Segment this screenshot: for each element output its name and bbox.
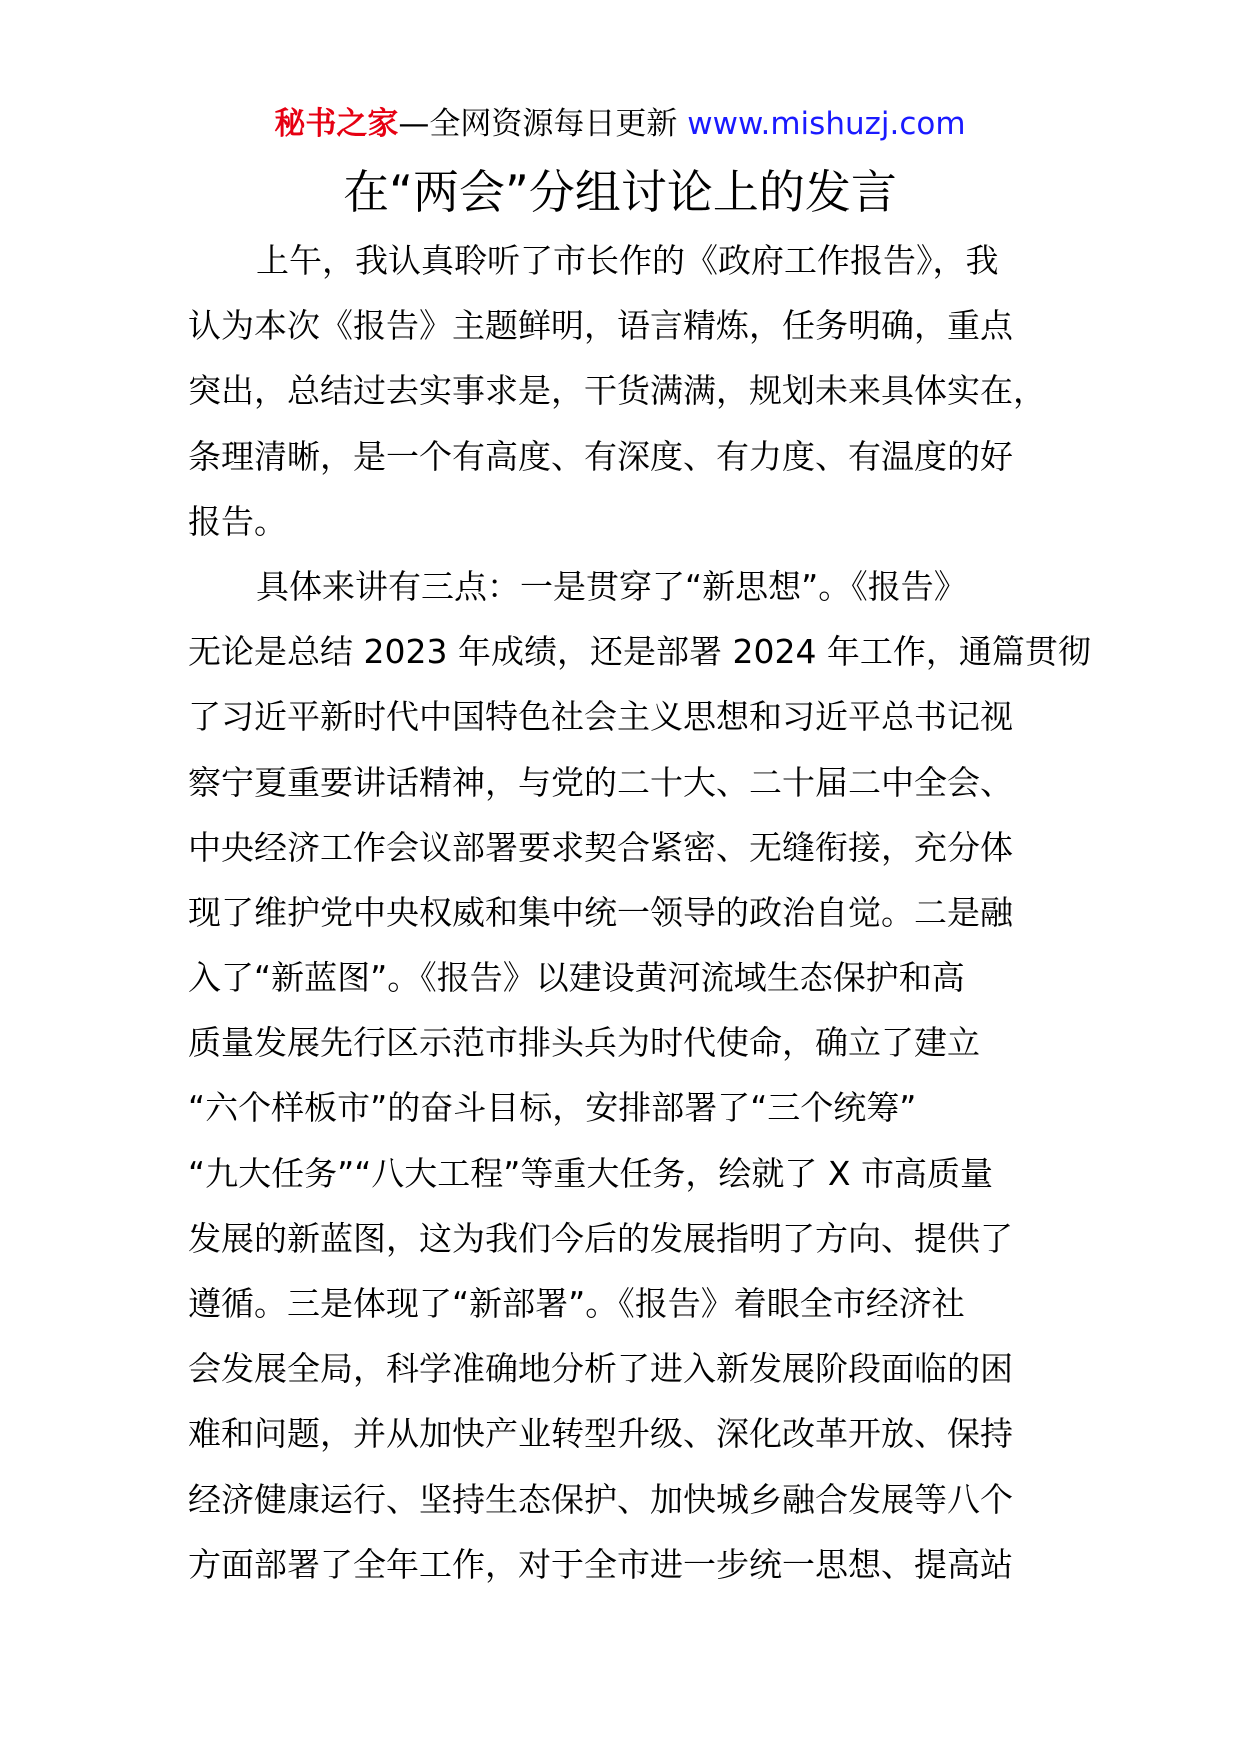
body-line: 中央经济工作会议部署要求契合紧密、无缝衔接，充分体 — [188, 827, 1013, 867]
body-line: 方面部署了全年工作，对于全市进一步统一思想、提高站 — [188, 1544, 1013, 1584]
document-body — [188, 228, 1091, 1597]
body-line: 条理清晰，是一个有高度、有深度、有力度、有温度的好 — [188, 436, 1013, 476]
body-line: 突出，总结过去实事求是，干货满满，规划未来具体实在， — [188, 371, 1046, 411]
body-line: 认为本次《报告》主题鲜明，语言精炼，任务明确，重点 — [188, 306, 1013, 346]
site-url-link[interactable]: www.mishuzj.com — [687, 106, 966, 142]
body-line: 质量发展先行区示范市排头兵为时代使命，确立了建立 — [188, 1023, 980, 1063]
body-line: 经济健康运行、坚持生态保护、加快城乡融合发展等八个 — [188, 1479, 1013, 1519]
body-line: 入了“新蓝图”。《报告》以建设黄河流域生态保护和高 — [188, 958, 965, 998]
body-line: 发展的新蓝图，这为我们今后的发展指明了方向、提供了 — [188, 1218, 1013, 1258]
body-line: 现了维护党中央权威和集中统一领导的政治自觉。二是融 — [188, 892, 1013, 932]
body-line: 无论是总结 2023 年成绩，还是部署 2024 年工作，通篇贯彻 — [188, 632, 1091, 672]
body-line: 难和问题，并从加快产业转型升级、深化改革开放、保持 — [188, 1414, 1013, 1454]
body-line: 察宁夏重要讲话精神，与党的二十大、二十届二中全会、 — [188, 762, 1013, 802]
site-tagline: —全网资源每日更新 — [398, 106, 688, 142]
body-line: 遵循。三是体现了“新部署”。《报告》着眼全市经济社 — [188, 1284, 965, 1323]
body-line: 会发展全局，科学准确地分析了进入新发展阶段面临的困 — [188, 1349, 1013, 1389]
body-line: “九大任务”“八大工程”等重大任务，绘就了 X 市高质量 — [188, 1153, 993, 1193]
body-line: 报告。 — [188, 501, 287, 541]
body-line: 上午，我认真聆听了市长作的《政府工作报告》，我 — [256, 241, 999, 280]
document-title: 在“两会”分组讨论上的发言 — [343, 165, 897, 219]
site-brand: 秘书之家 — [274, 106, 399, 142]
body-line: 了习近平新时代中国特色社会主义思想和习近平总书记视 — [188, 697, 1013, 737]
body-line: 具体来讲有三点：一是贯穿了“新思想”。《报告》 — [256, 566, 967, 606]
site-header — [0, 100, 1240, 148]
body-line: “六个样板市”的奋斗目标，安排部署了“三个统筹” — [188, 1088, 917, 1128]
